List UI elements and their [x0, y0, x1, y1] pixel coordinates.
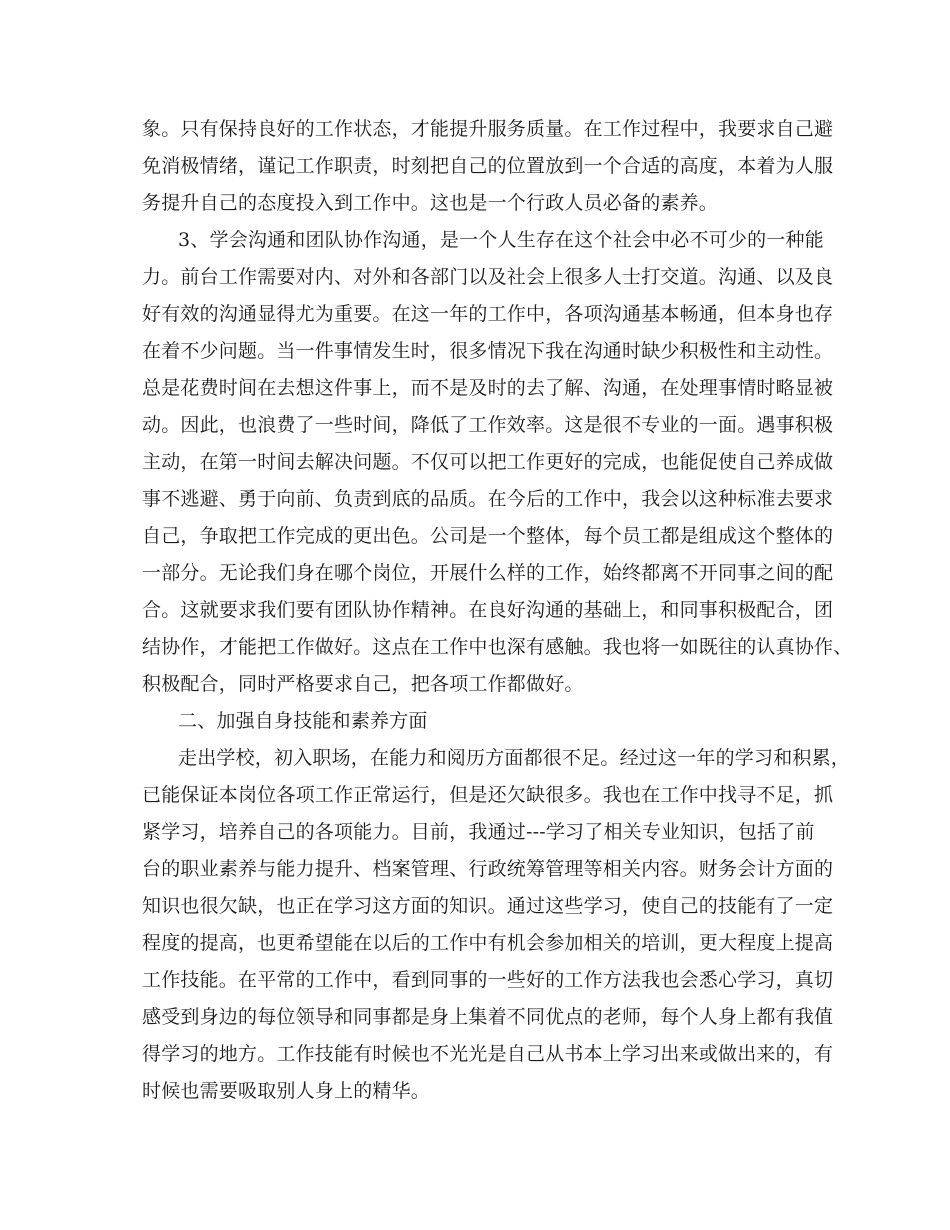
text-line: 台的职业素养与能力提升、档案管理、行政统筹管理等相关内容。财务会计方面的 — [142, 858, 834, 880]
text-line: 象。只有保持良好的工作状态，才能提升服务质量。在工作过程中，我要求自己避 — [142, 118, 834, 140]
text-line: 务提升自己的态度投入到工作中。这也是一个行政人员必备的素养。 — [142, 192, 719, 214]
text-line: 主动，在第一时间去解决问题。不仅可以把工作更好的完成，也能促使自己养成做 — [142, 451, 834, 473]
paragraph-first-line: 3、学会沟通和团队协作沟通，是一个人生存在这个社会中必不可少的一种能 — [178, 229, 824, 251]
text-line: 力。前台工作需要对内、对外和各部门以及社会上很多人士打交道。沟通、以及良 — [142, 266, 834, 288]
text-line: 在着不少问题。当一件事情发生时，很多情况下我在沟通时缺少积极性和主动性。 — [142, 340, 834, 362]
text-line: 免消极情绪，谨记工作职责，时刻把自己的位置放到一个合适的高度，本着为人服 — [142, 155, 834, 177]
text-line: 合。这就要求我们要有团队协作精神。在良好沟通的基础上，和同事积极配合，团 — [142, 599, 834, 621]
text-line: 紧学习，培养自己的各项能力。目前，我通过---学习了相关专业知识，包括了前 — [142, 821, 815, 843]
text-line: 感受到身边的每位领导和同事都是身上集着不同优点的老师，每个人身上都有我值 — [142, 1006, 834, 1028]
text-line: 工作技能。在平常的工作中，看到同事的一些好的工作方法我也会悉心学习，真切 — [142, 969, 834, 991]
text-line: 程度的提高，也更希望能在以后的工作中有机会参加相关的培训，更大程度上提高 — [142, 932, 834, 954]
section-heading: 二、加强自身技能和素养方面 — [178, 710, 428, 732]
text-line: 一部分。无论我们身在哪个岗位，开展什么样的工作，始终都离不开同事之间的配 — [142, 562, 834, 584]
text-line: 动。因此，也浪费了一些时间，降低了工作效率。这是很不专业的一面。遇事积极 — [142, 414, 834, 436]
text-line: 结协作，才能把工作做好。这点在工作中也深有感触。我也将一如既往的认真协作、 — [142, 636, 853, 658]
text-line: 时候也需要吸取别人身上的精华。 — [142, 1080, 431, 1102]
text-line: 已能保证本岗位各项工作正常运行，但是还欠缺很多。我也在工作中找寻不足，抓 — [142, 784, 834, 806]
text-line: 自己，争取把工作完成的更出色。公司是一个整体，每个员工都是组成这个整体的 — [142, 525, 834, 547]
text-line: 得学习的地方。工作技能有时候也不光光是自己从书本上学习出来或做出来的，有 — [142, 1043, 834, 1065]
text-line: 积极配合，同时严格要求自己，把各项工作都做好。 — [142, 673, 584, 695]
paragraph-first-line: 走出学校，初入职场，在能力和阅历方面都很不足。经过这一年的学习和积累， — [178, 747, 851, 769]
text-line: 总是花费时间在去想这件事上，而不是及时的去了解、沟通，在处理事情时略显被 — [142, 377, 834, 399]
text-line: 事不逃避、勇于向前、负责到底的品质。在今后的工作中，我会以这种标准去要求 — [142, 488, 834, 510]
text-line: 知识也很欠缺，也正在学习这方面的知识。通过这些学习，使自己的技能有了一定 — [142, 895, 834, 917]
text-line: 好有效的沟通显得尤为重要。在这一年的工作中，各项沟通基本畅通，但本身也存 — [142, 303, 834, 325]
